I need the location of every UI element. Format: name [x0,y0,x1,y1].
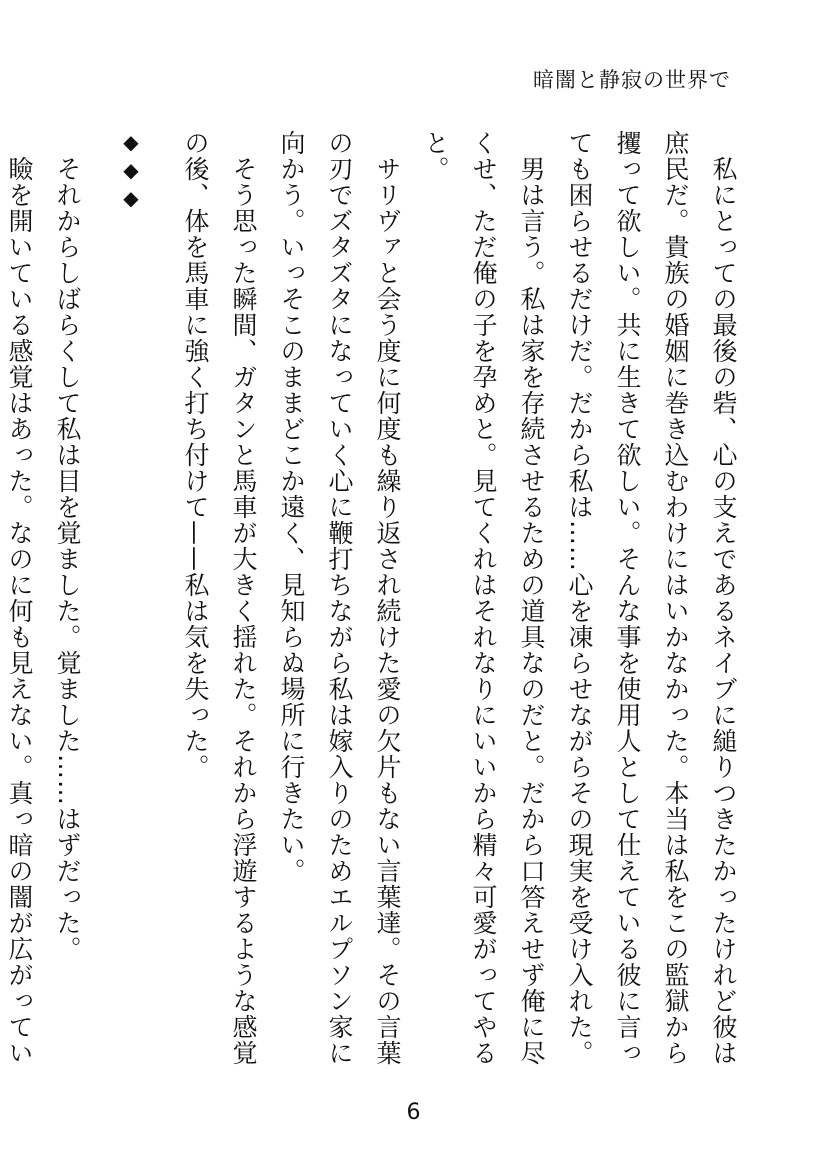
paragraph-5: それからしばらくして私は目を覚ました。覚ました……はずだった。 [53,130,82,962]
paragraph-4: そう思った瞬間、ガタンと馬車が大きく揺れた。それから浮遊するような感覚の後、体を馬車に強く打ち付けて——私は気を失った。 [181,130,258,1066]
running-title: 暗闇と静寂の世界で [533,68,731,92]
scene-break: ◆◆◆ [119,130,143,214]
paragraph-6: 瞼を開いている感覚はあった。なのに何も見えない。真っ暗の闇が広がってい [5,156,34,1066]
paragraph-2: 男は言う。私は家を存続させるための道具なのだと。だから口答えせず俺に尽くせ、ただ俺の子を孕めと。見てくれはそれなりにいいから精々可愛がってやると。 [421,130,546,1066]
paragraph-1: 私にとっての最後の砦、心の支えであるネイブに縋りつきたかったけれど彼は庶民だ。貴族の婚姻に巻き込むわけにはいかなかった。本当は私をこの監獄から攫って欲しい。共に生きて欲しい。そんな事を使用人として仕えている彼に言っても困らせるだけだ。だから私は……心を凍らせながらその現実を受け入れた。 [565,130,738,1066]
body-text [5,130,747,1080]
paragraph-3: サリヴァと会う度に何度も繰り返され続けた愛の欠片もない言葉達。その言葉の刃でズタズタになっていく心に鞭打ちながら私は嫁入りのためエルプソン家に向かう。いっそこのままどこか遠く、見知らぬ場所に行きたい。 [277,130,402,1066]
page-number: 6 [406,1100,421,1125]
